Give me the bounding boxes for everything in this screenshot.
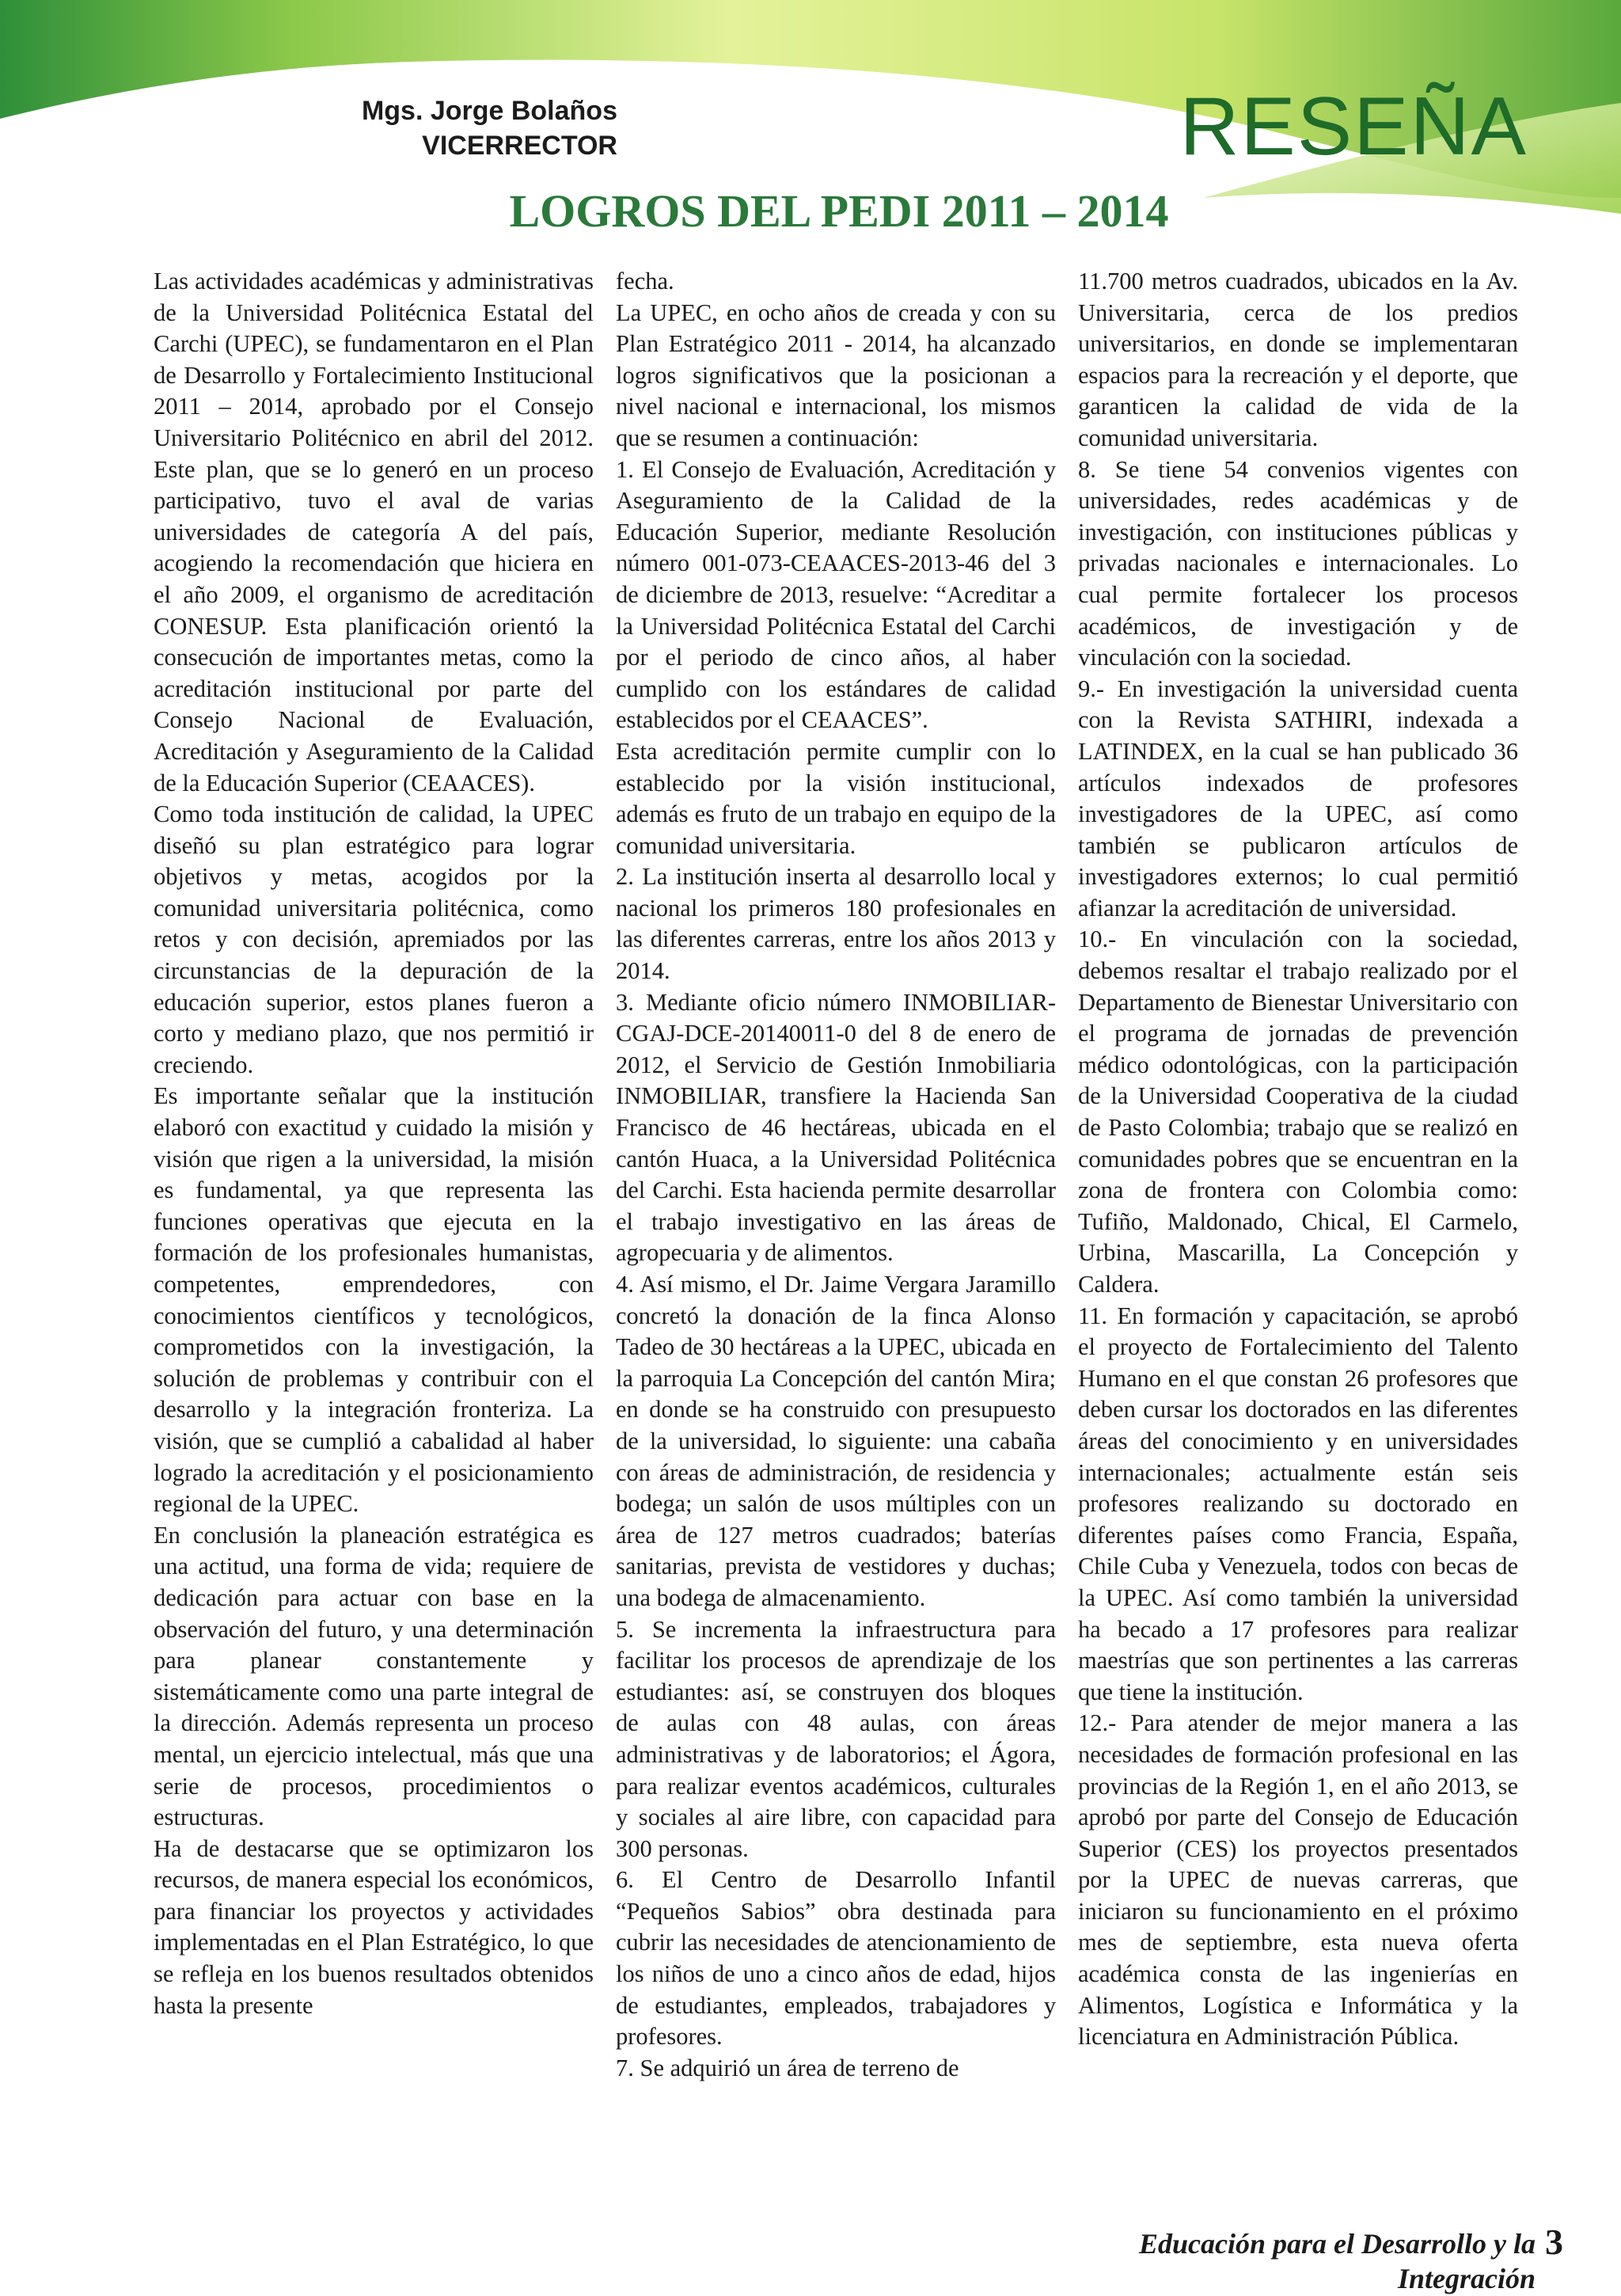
article-body [154,266,1518,2210]
paragraph: 3. Mediante oficio número INMOBILIAR-CGAJ-DCE-20140011-0 del 8 de enero de 2012, el Servicio de Gestión Inmobiliaria INMOBILIAR, transfiere la Hacienda San Francisco de 46 hectáreas, ubicada en el cantón Huaca, a la Universidad Politécnica del Carchi. Esta hacienda permite desarrollar el trabajo investigativo en las áreas de agropecuaria y de alimentos. [616,988,1056,1267]
paragraph: 10.- En vinculación con la sociedad, debemos resaltar el trabajo realizado por el Departamento de Bienestar Universitario con el programa de jornadas de prevención médico odontológicas, con la participación de la Universidad Cooperativa de la ciudad de Pasto Colombia; trabajo que se realizó en comunidades pobres que se encuentran en la zona de frontera con Colombia como: Tufiño, Maldonado, Chical, El Carmelo, Urbina, Mascarilla, La Concepción y Caldera. [1078,926,1518,1298]
paragraph: Las actividades académicas y administrativas de la Universidad Politécnica Estatal del Carchi (UPEC), se fundamentaron en el Plan de Desarrollo y Fortalecimiento Institucional 2011 – 2014, aprobado por el Consejo Universitario Politécnico en abril del 2012. Este plan, que se lo generó en un proceso participativo, tuvo el aval de varias universidades de categoría A del país, acogiendo la recomendación que hiciera en el año 2009, el organismo de acreditación CONESUP. Esta planificación orientó la consecución de importantes metas, como la acreditación institucional por parte del Consejo Nacional de Evaluación, Acreditación y Aseguramiento de la Calidad de la Educación Superior (CEAACES). [154,268,594,796]
paragraph: 9.- En investigación la universidad cuenta con la Revista SATHIRI, indexada a LATINDEX, en la cual se han publicado 36 artículos indexados de profesores investigadores de la UPEC, así como también se publicaron artículos de investigadores externos; lo cual permitió afianzar la acreditación de universidad. [1078,675,1518,922]
author-name: Mgs. Jorge Bolaños [361,96,617,126]
paragraph: En conclusión la planeación estratégica es una actitud, una forma de vida; requiere de dedicación para actuar con base en la observación del futuro, y una determinación para planear constantemente y sistemáticamente como una parte integral de la dirección. Además representa un proceso mental, un ejercicio intelectual, más que una serie de procesos, procedimientos o estructuras. [154,1521,594,1831]
paragraph: 2. La institución inserta al desarrollo local y nacional los primeros 180 profesionales en las diferentes carreras, entre los años 2013 y 2014. [616,863,1056,985]
author-block [285,93,617,163]
paragraph: 8. Se tiene 54 convenios vigentes con universidades, redes académicas y de investigación, con instituciones públicas y privadas nacionales e internacionales. Lo cual permite fortalecer los procesos académicos, de investigación y de vinculación con la sociedad. [1078,455,1518,671]
paragraph: 6. El Centro de Desarrollo Infantil “Pequeños Sabios” obra destinada para cubrir las necesidades de atencionamiento de los niños de uno a cinco años de edad, hijos de estudiantes, empleados, trabajadores y profesores. [616,1866,1056,2051]
column-1 [154,266,594,2210]
paragraph: Como toda institución de calidad, la UPEC diseñó su plan estratégico para lograr objetivos y metas, acogidos por la comunidad universitaria politécnica, como retos y con decisión, apremiados por las circunstancias de la depuración de la educación superior, estos planes fueron a corto y mediano plazo, que nos permitió ir creciendo. [154,800,594,1078]
paragraph: 11. En formación y capacitación, se aprobó el proyecto de Fortalecimiento del Talento Humano en el que constan 26 profesores que deben cursar los doctorados en las diferentes áreas del conocimiento y en universidades internacionales; actualmente están seis profesores realizando su doctorado en diferentes países como Francia, España, Chile Cuba y Venezuela, todos con becas de la UPEC. Así como también la universidad ha becado a 17 profesores para realizar maestrías que son pertinentes a las carreras que tiene la institución. [1078,1302,1518,1705]
paragraph: 12.- Para atender de mejor manera a las necesidades de formación profesional en las provincias de la Región 1, en el año 2013, se aprobó por parte del Consejo de Educación Superior (CES) los proyectos presentados por la UPEC de nuevas carreras, que iniciaron su funcionamiento en el próximo mes de septiembre, esta nueva oferta académica consta de las ingenierías en Alimentos, Logística e Informática y la licenciatura en Administración Pública. [1078,1709,1518,2051]
footer-motto: Educación para el Desarrollo y la Integración [1139,2228,1536,2294]
paragraph: 5. Se incrementa la infraestructura para facilitar los procesos de aprendizaje de los estudiantes: así, se construyen dos bloques de aulas con 48 aulas, con áreas administrativas y de laboratorios; el Ágora, para realizar eventos académicos, culturales y sociales al aire libre, con capacidad para 300 personas. [616,1615,1056,1862]
section-label: RESEÑA [1179,81,1528,173]
paragraph: La UPEC, en ocho años de creada y con su Plan Estratégico 2011 - 2014, ha alcanzado logros significativos que la posicionan a nivel nacional e internacional, los mismos que se resumen a continuación: [616,298,1056,451]
paragraph: Es importante señalar que la institución elaboró con exactitud y cuidado la misión y visión que rigen a la universidad, la misión es fundamental, ya que representa las funciones operativas que ejecuta en la formación de los profesionales humanistas, competentes, emprendedores, con conocimientos científicos y tecnológicos, comprometidos con la investigación, la solución de problemas y contribuir con el desarrollo y la integración fronteriza. La visión, que se cumplió a cabalidad al haber logrado la acreditación y el posicionamiento regional de la UPEC. [154,1082,594,1518]
column-2 [616,266,1056,2210]
paragraph: 1. El Consejo de Evaluación, Acreditación y Aseguramiento de la Calidad de la Educación Superior, mediante Resolución número 001-073-CEAACES-2013-46 del 3 de diciembre de 2013, resuelve: “Acreditar a la Universidad Politécnica Estatal del Carchi por el periodo de cinco años, al haber cumplido con los estándares de calidad establecidos por el CEAACES”. [616,455,1056,734]
paragraph: Ha de destacarse que se optimizaron los recursos, de manera especial los económicos, para financiar los proyectos y actividades implementadas en el Plan Estratégico, lo que se refleja en los buenos resultados obtenidos hasta la presente [154,1834,594,2019]
paragraph: fecha. [616,268,674,295]
paragraph: 11.700 metros cuadrados, ubicados en la Av. Universitaria, cerca de los predios universitarios, en donde se implementaran espacios para la recreación y el deporte, que garanticen la calidad de vida de la comunidad universitaria. [1078,268,1518,451]
page-number: 3 [1545,2222,1563,2262]
paragraph: 7. Se adquirió un área de terreno de [616,2054,959,2081]
column-3 [1078,266,1518,2210]
paragraph: 4. Así mismo, el Dr. Jaime Vergara Jaramillo concretó la donación de la finca Alonso Tadeo de 30 hectáreas a la UPEC, ubicada en la parroquia La Concepción del cantón Mira; en donde se ha construido con presupuesto de la universidad, lo siguiente: una cabaña con áreas de administración, de residencia y bodega; un salón de usos múltiples con un área de 127 metros cuadrados; baterías sanitarias, prevista de vestidores y duchas; una bodega de almacenamiento. [616,1271,1056,1611]
author-role: VICERRECTOR [422,131,617,161]
paragraph: Esta acreditación permite cumplir con lo establecido por la visión institucional, además es fruto de un trabajo en equipo de la comunidad universitaria. [616,737,1056,859]
article-title: LOGROS DEL PEDI 2011 – 2014 [509,185,1169,237]
